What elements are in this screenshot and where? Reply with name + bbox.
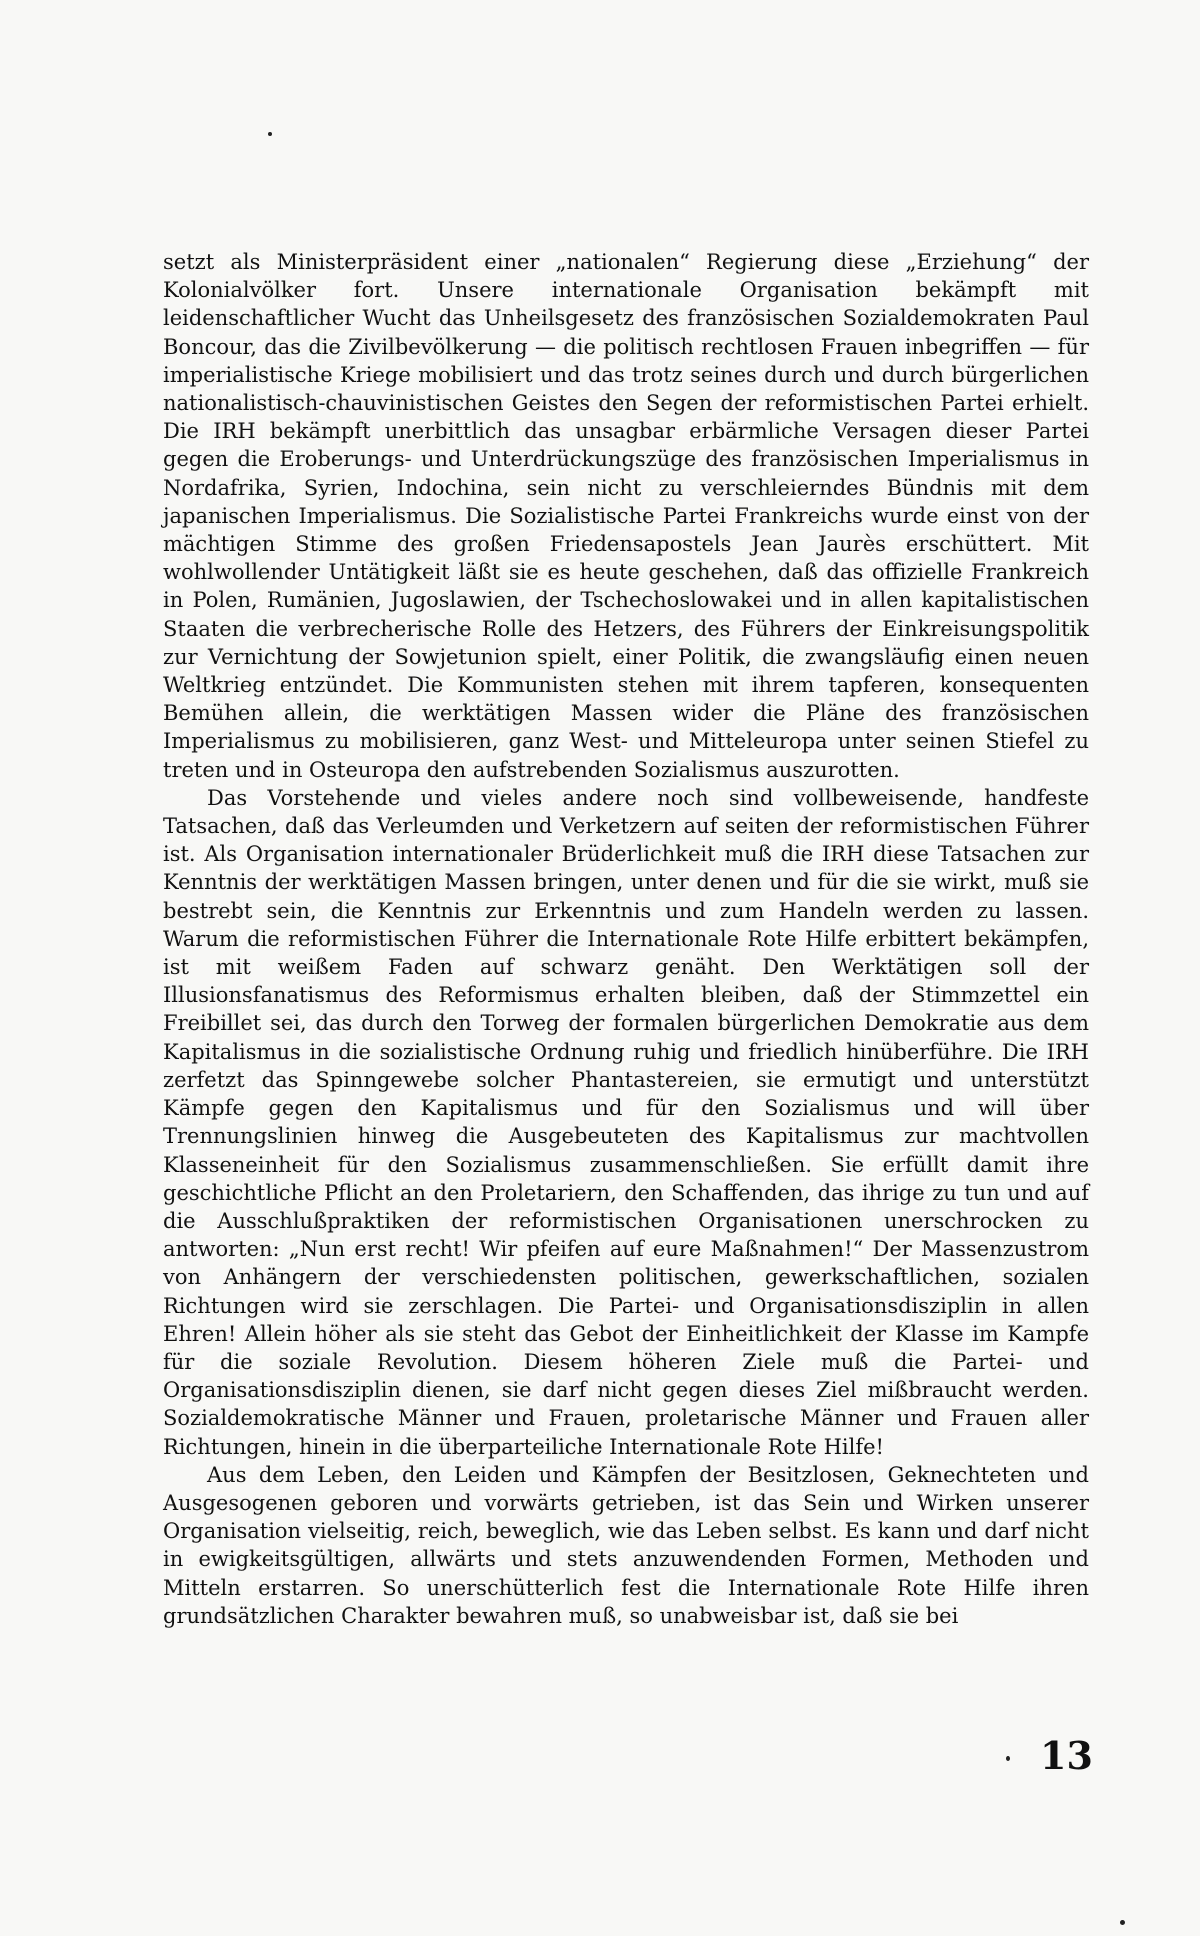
paragraph-1: setzt als Ministerpräsident einer „nationalen“ Regierung diese „Erziehung“ der Kolonialvölker fort. Unsere internationale Organisation bekämpft mit leidenschaftlicher Wucht das Unheilsgesetz des französischen Sozialdemokraten Paul Boncour, das die Zivilbevölkerung — die politisch rechtlosen Frauen inbegriffen — für imperialistische Kriege mobilisiert und das trotz seines durch und durch bürgerlichen nationalistisch-chauvinistischen Geistes den Segen der reformistischen Partei erhielt. Die IRH bekämpft unerbittlich das unsagbar erbärmliche Versagen dieser Partei gegen die Eroberungs- und Unterdrückungszüge des französischen Imperialismus in Nordafrika, Syrien, Indochina, sein nicht zu verschleierndes Bündnis mit dem japanischen Imperialismus. Die Sozialistische Partei Frankreichs wurde einst von der mächtigen Stimme des großen Friedensapostels Jean Jaurès erschüttert. Mit wohlwollender Untätigkeit läßt sie es heute geschehen, daß das offizielle Frankreich in Polen, Rumänien, Jugoslawien, der Tschechoslowakei und in allen kapitalistischen Staaten die verbrecherische Rolle des Hetzers, des Führers der Einkreisungspolitik zur Vernichtung der Sowjetunion spielt, einer Politik, die zwangsläufig einen neuen Weltkrieg entzündet. Die Kommunisten stehen mit ihrem tapferen, konsequenten Bemühen allein, die werktätigen Massen wider die Pläne des französischen Imperialismus zu mobilisieren, ganz West- und Mitteleuropa unter seinen Stiefel zu treten und in Osteuropa den aufstrebenden Sozialismus auszurotten. <box>163 250 1089 782</box>
page-number: 13 <box>1040 1733 1093 1778</box>
paragraph-2: Das Vorstehende und vieles andere noch sind vollbeweisende, handfeste Tatsachen, daß das Verleumden und Verketzern auf seiten der reformistischen Führer ist. Als Organisation internationaler Brüderlichkeit muß die IRH diese Tatsachen zur Kenntnis der werktätigen Massen bringen, unter denen und für die sie wirkt, muß sie bestrebt sein, die Kenntnis zur Erkenntnis und zum Handeln werden zu lassen. Warum die reformistischen Führer die Internationale Rote Hilfe erbittert bekämpfen, ist mit weißem Faden auf schwarz genäht. Den Werktätigen soll der Illusionsfanatismus des Reformismus erhalten bleiben, daß der Stimmzettel ein Freibillet sei, das durch den Torweg der formalen bürgerlichen Demokratie aus dem Kapitalismus in die sozialistische Ordnung ruhig und friedlich hinüberführe. Die IRH zerfetzt das Spinngewebe solcher Phantastereien, sie ermutigt und unterstützt Kämpfe gegen den Kapitalismus und für den Sozialismus und will über Trennungslinien hinweg die Ausgebeuteten des Kapitalismus zur machtvollen Klasseneinheit für den Sozialismus zusammenschließen. Sie erfüllt damit ihre geschichtliche Pflicht an den Proletariern, den Schaffenden, das ihrige zu tun und auf die Ausschlußpraktiken der reformistischen Organisationen unerschrocken zu antworten: „Nun erst recht! Wir pfeifen auf eure Maßnahmen!“ Der Massenzustrom von Anhängern der verschiedensten politischen, gewerkschaftlichen, sozialen Richtungen wird sie zerschlagen. Die Partei- und Organisationsdisziplin in allen Ehren! Allein höher als sie steht das Gebot der Einheitlichkeit der Klasse im Kampfe für die soziale Revolution. Diesem höheren Ziele muß die Partei- und Organisationsdisziplin dienen, sie darf nicht gegen dieses Ziel mißbraucht werden. Sozialdemokratische Männer und Frauen, proletarische Männer und Frauen aller Richtungen, hinein in die überparteiliche Internationale Rote Hilfe! <box>163 785 1089 1459</box>
ink-speck <box>1120 1920 1125 1925</box>
paragraph-3: Aus dem Leben, den Leiden und Kämpfen der Besitzlosen, Geknechteten und Ausgesogenen geboren und vorwärts getrieben, ist das Sein und Wirken unserer Organisation vielseitig, reich, beweglich, wie das Leben selbst. Es kann und darf nicht in ewigkeitsgültigen, allwärts und stets anzuwendenden Formen, Methoden und Mitteln erstarren. So unerschütterlich fest die Internationale Rote Hilfe ihren grundsätzlichen Charakter bewahren muß, so unabweisbar ist, daß sie bei <box>163 1462 1089 1628</box>
body-text <box>163 248 1089 1630</box>
ink-speck <box>268 132 272 136</box>
ink-speck <box>1006 1756 1010 1761</box>
